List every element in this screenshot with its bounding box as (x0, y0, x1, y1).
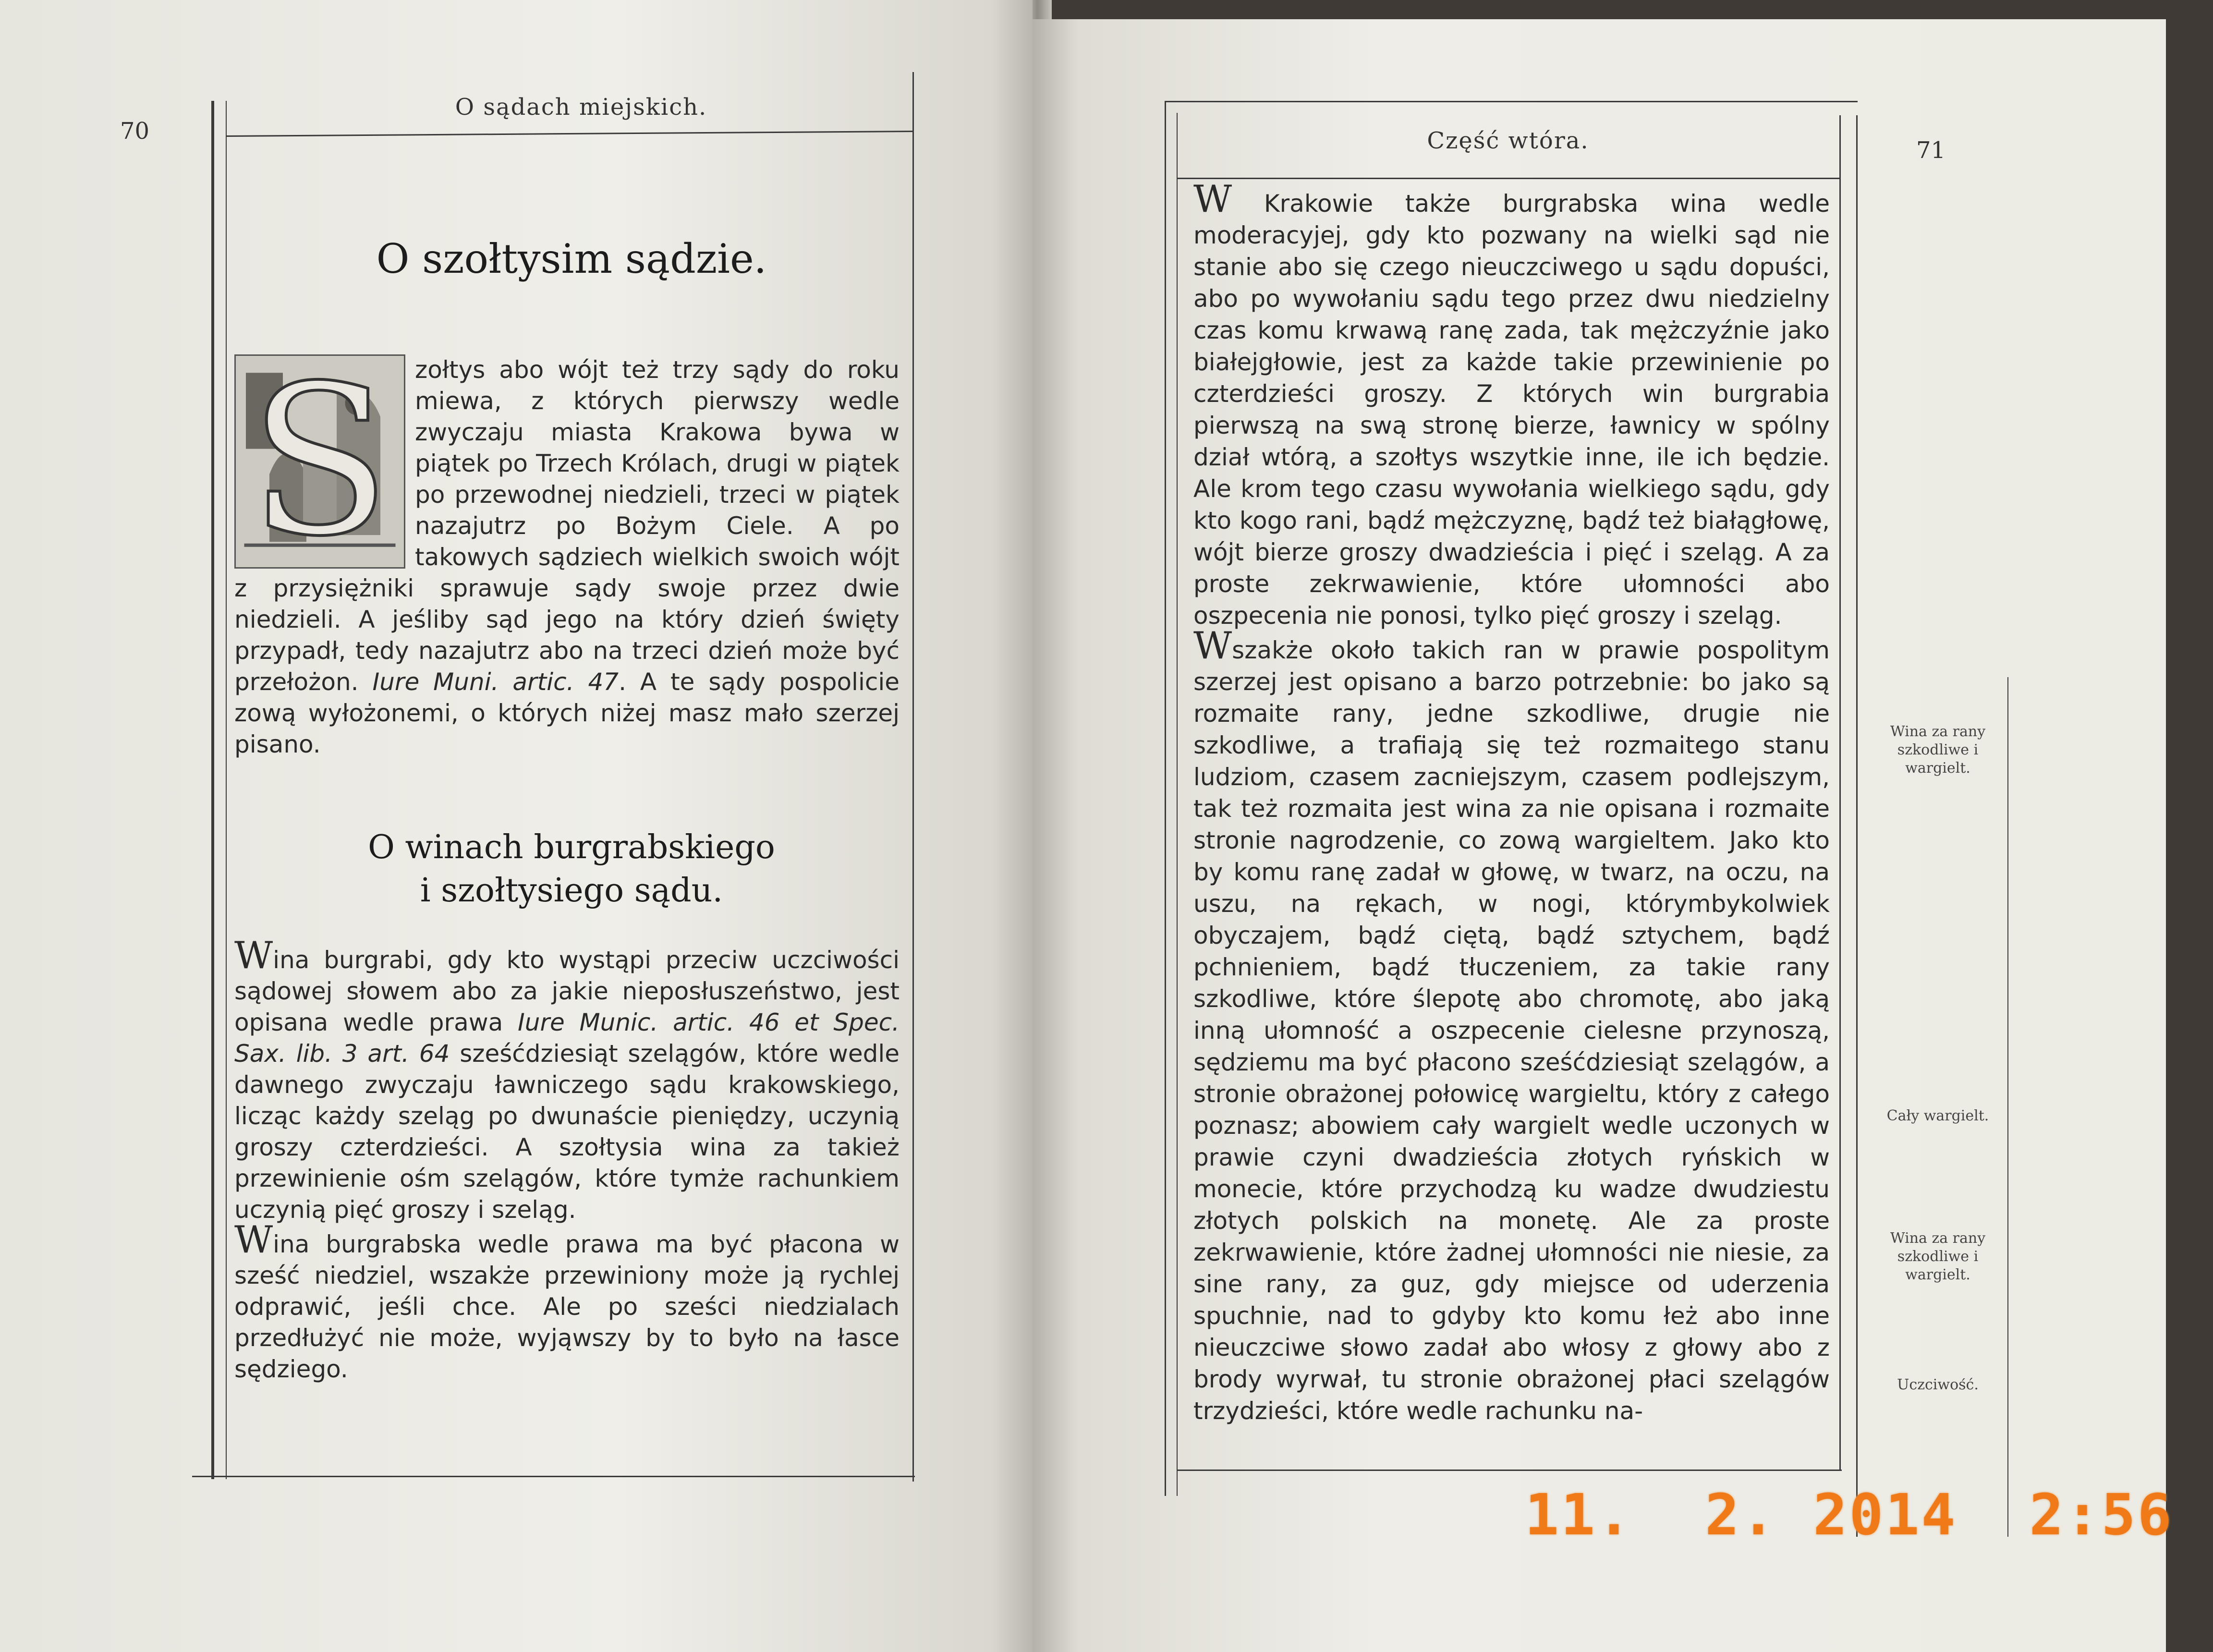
frame-left-rule (1165, 101, 1166, 1496)
illuminated-initial (234, 354, 405, 569)
paragraph (234, 934, 900, 1226)
frame-left-inner-rule (1177, 113, 1178, 1496)
paragraph-text: szakże około takich ran w prawie pospolitym szerzej jest opisano a barzo potrzebnie: bo jako są rozmaite rany, jedne szkodliwe, drugie nie szkodliwe, a trafiają się też rozmaitego stanu ludziom, czasem zacniejszym, czasem podlejszym, tak też rozmaita jest wina za nie opisana i rozmaite stronie nagrodzenie, co zową wargieltem. Jako kto by komu ranę zadał w głowę, w twarz, na oczu, na uszu, na rękach, w nogi, którymbykolwiek obyczajem, bądź ciętą, bądź sztychem, bądź pchnieniem, bądź tłuczeniem, za takie rany szkodliwe, które ślepotę abo chromotę, abo jaką inną ułomność a oszpecenie cielesne przynoszą, sędziemu ma być płacono sześćdziesiąt szelągów, a stronie obrażonej połowicę wargieltu, który z całego poznasz; abowiem cały wargielt wedle uczonych w prawie czyni dwadzieścia złotych ryńskich w monecie, które przychodzą ku wadze dwudziestu złotych polskich na monetę. Ale za proste zekrwawienie, które żadnej ułomności nie niesie, za sine rany, za guz, gdy miejsce od uderzenia spuchnie, nad to gdyby kto komu łeż abo inne nieuczciwe słowo zadał abo włosy z głowy abo z brody wyrwał, tu stronie obrażonej płaci szelągów trzydzieści, które wedle rachunku na- (1193, 636, 1830, 1425)
initial-letter: S (249, 354, 391, 569)
margin-note: Wina za rany szkodliwe i wargielt. (1890, 1230, 1986, 1283)
footer-rule (1177, 1470, 1842, 1471)
running-head: Część wtóra. (1427, 127, 1589, 154)
heading-line: O winach burgrabskiego (368, 828, 775, 866)
initial-letter: W (234, 1218, 273, 1262)
section-heading-2 (235, 826, 908, 912)
stamp-date: 11. 2. 2014 (1525, 1482, 1958, 1548)
initial-letter: W (234, 934, 273, 977)
citation: Iure Muni. artic. 47 (372, 668, 619, 696)
body-text-block (234, 354, 900, 760)
frame-left-rule (211, 101, 214, 1479)
paragraph-text: . A te sądy pospolicie zową wyłożonemi, o których niżej masz mało szerzej pisano. (234, 668, 900, 758)
margin-rule (2007, 677, 2008, 1537)
paragraph (1193, 178, 1830, 632)
paragraph (1193, 624, 1830, 1427)
margin-note: Uczciwość. (1897, 1376, 1979, 1393)
margin-note: Cały wargielt. (1886, 1107, 1989, 1124)
paragraph (234, 1218, 900, 1385)
frame-outer-right-rule (1856, 115, 1858, 1537)
body-text-block-2 (234, 934, 900, 1385)
initial-letter: W (1193, 178, 1232, 221)
paragraph-text: ina burgrabi, gdy kto wystąpi przeciw uczciwości sądowej słowem abo za jakie nieposłuszeństwo, jest opisana wedle prawa (234, 946, 900, 1036)
photo-date-stamp (1525, 1482, 2174, 1548)
paragraph (234, 354, 900, 760)
heading-line: i szołtysiego sądu. (420, 872, 723, 910)
initial-letter: W (1193, 624, 1232, 668)
header-top-rule (1166, 101, 1858, 102)
paragraph-text: Krakowie także burgrabska wina wedle moderacyjej, gdy kto pozwany na wielki sąd nie stanie abo się czego nieuczciwego u sądu dopuści, abo po wywołaniu sądu tego przez dwu niedzielny czas komu krwawą ranę zada, tak mężczyźnie jako białejgłowie, jest za każde takie przewinienie po czterdzieści groszy. Z których win burgrabia pierwszą na swą stronę bierze, ławnicy w spólny dział wtórą, a szołtys wszytkie inne, ile ich będzie. Ale krom tego czasu wywołania wielkiego sądu, gdy kto kogo rani, bądź mężczyznę, bądź też białągłowę, wójt bierze groszy dwadzieścia i pięć i szeląg. A za proste zekrwawienie, które ułomności abo oszpecenia nie ponosi, tylko pięć groszy i szeląg. (1193, 190, 1830, 630)
frame-text-right-rule (1839, 115, 1841, 1470)
frame-left-inner-rule (226, 101, 227, 1479)
paragraph-text: zołtys abo wójt też trzy sądy do roku miewa, z których pierwszy wedle zwyczaju miasta Krakowa bywa w piątek po Trzech Królach, drugi w piątek po przewodnej niedzieli, trzeci w piątek nazajutrz po Bożym Ciele. A po takowych sądziech wielkich swoich wójt z przysiężniki sprawuje sądy swoje przez dwie niedzieli. A jeśliby sąd jego na który dzień święty przypadł, tedy nazajutrz abo na trzeci dzień może być przełożon. (234, 356, 900, 696)
right-page (1033, 19, 2166, 1652)
paragraph-text: ina burgrabska wedle prawa ma być płacona w sześć niedziel, wszakże przewiniony może ją rychlej odprawić, jeśli chce. Ale po sześci niedzialach przedłużyć nie może, wyjąwszy by to było na łasce sędziego. (234, 1230, 900, 1383)
header-rule (1177, 178, 1840, 179)
body-text-block (1193, 178, 1830, 1427)
footer-rule (192, 1476, 915, 1477)
paragraph-text: sześćdziesiąt szelągów, które wedle dawnego zwyczaju ławniczego sądu krakowskiego, licząc każdy szeląg po dwunaście pieniędzy, uczynią groszy czterdzieści. A szołtysia wina za takież przewinienie ośm szelągów, które tymże rachunkiem uczynią pięć groszy i szeląg. (234, 1040, 900, 1224)
section-heading: O szołtysim sądzie. (376, 235, 767, 282)
header-rule (226, 131, 913, 137)
page-number: 71 (1916, 137, 1946, 164)
margin-note: Wina za rany szkodliwe i wargielt. (1890, 723, 1986, 777)
frame-right-rule (912, 72, 914, 1482)
running-head: O sądach miejskich. (455, 94, 707, 121)
stamp-time: 2:56 (2029, 1482, 2174, 1548)
page-number: 70 (120, 118, 150, 145)
left-page (0, 0, 1033, 1652)
citation: Iure Munic. artic. 46 et Spec. Sax. lib. 3 art. 64 (234, 1008, 900, 1068)
